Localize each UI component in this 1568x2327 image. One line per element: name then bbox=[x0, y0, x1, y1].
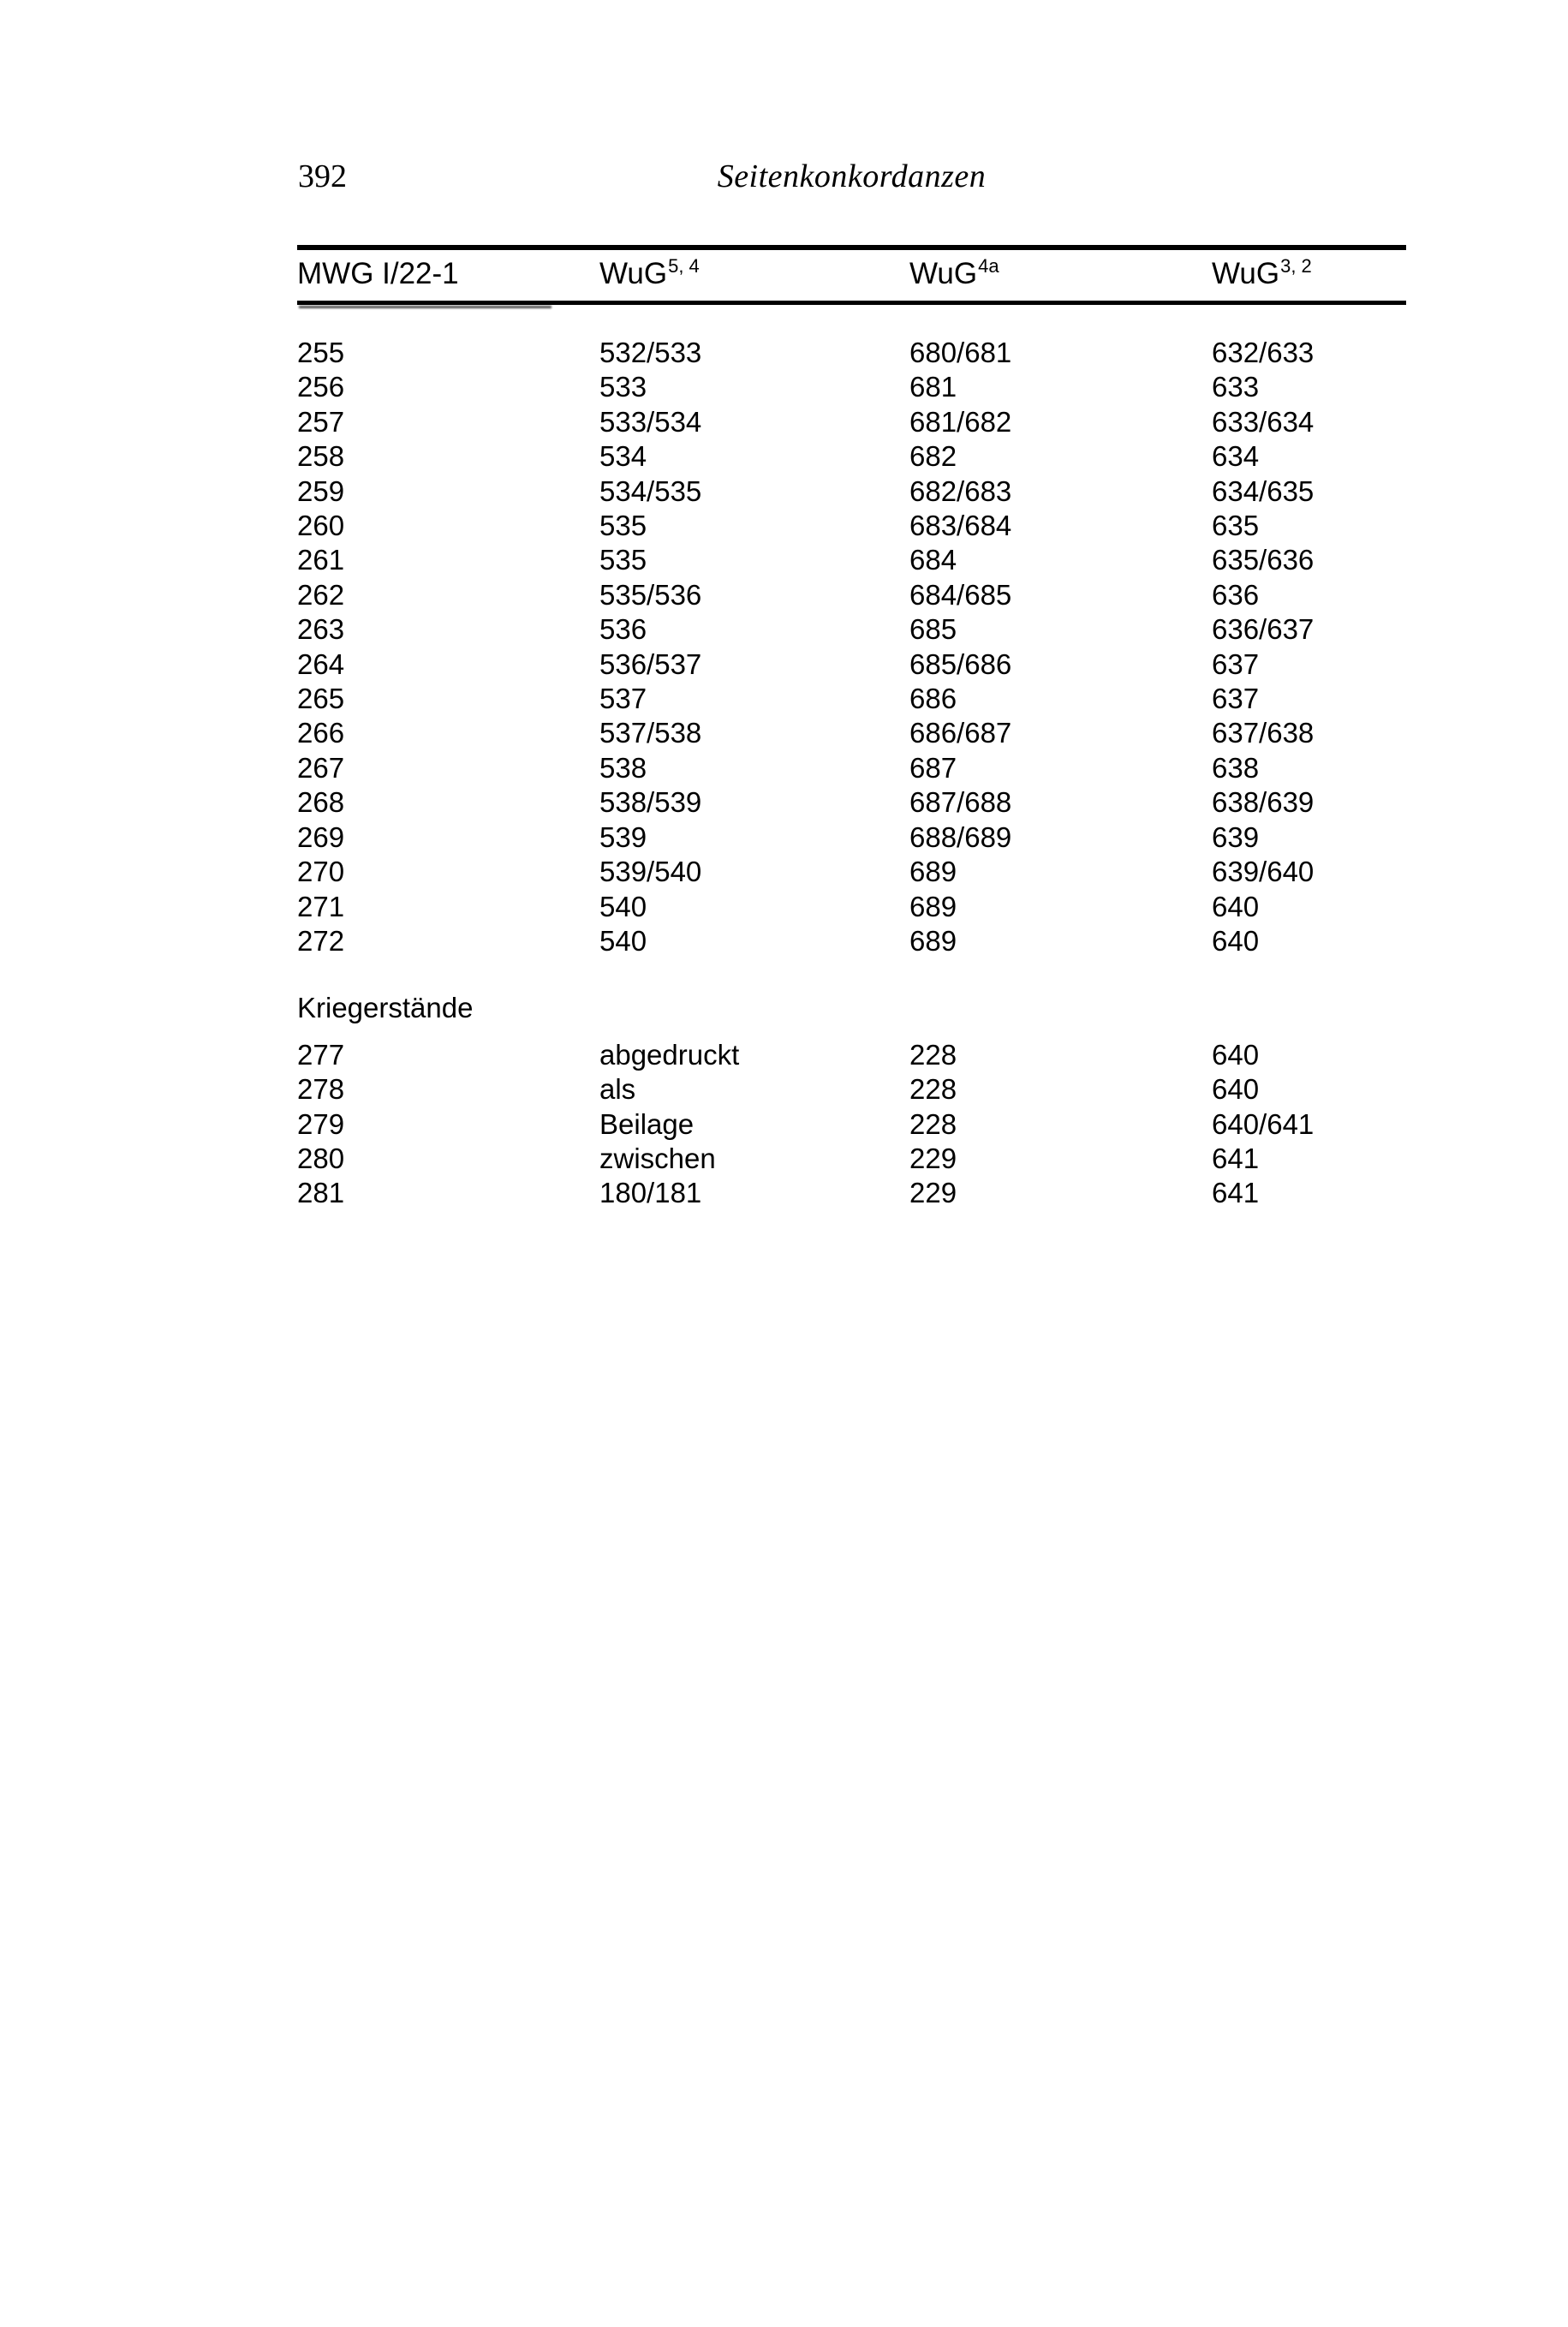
cell-wug32: 636/637 bbox=[1212, 613, 1315, 646]
cell-mwg: 261 bbox=[297, 544, 345, 576]
cell-wug32: 641 bbox=[1212, 1142, 1260, 1174]
table-row bbox=[297, 1072, 1406, 1107]
table-row bbox=[297, 612, 1406, 647]
cell-mwg: 266 bbox=[297, 717, 345, 749]
cell-mwg: 272 bbox=[297, 924, 345, 957]
table-row bbox=[297, 543, 1406, 577]
cell-mwg: 262 bbox=[297, 578, 345, 611]
cell-mwg: 278 bbox=[297, 1073, 345, 1106]
cell-wug54: 532/533 bbox=[599, 337, 702, 368]
cell-mwg: 258 bbox=[297, 440, 345, 473]
cell-wug32: 632/633 bbox=[1212, 337, 1315, 368]
cell-wug54: 533 bbox=[599, 371, 647, 403]
cell-mwg: 268 bbox=[297, 786, 345, 819]
column-header-mwg: MWG I/22-1 bbox=[297, 257, 459, 290]
table-row bbox=[297, 682, 1406, 716]
cell-mwg: 259 bbox=[297, 474, 345, 507]
table-row bbox=[297, 509, 1406, 543]
text-block bbox=[297, 0, 1406, 1211]
cell-mwg: 265 bbox=[297, 683, 345, 715]
table-row bbox=[297, 716, 1406, 750]
cell-mwg: 260 bbox=[297, 510, 345, 542]
table-row bbox=[297, 405, 1406, 439]
cell-wug32: 636 bbox=[1212, 578, 1260, 611]
cell-mwg: 280 bbox=[297, 1142, 345, 1174]
table-row bbox=[297, 1107, 1406, 1142]
cell-wug32: 634/635 bbox=[1212, 474, 1315, 507]
scan-smudge bbox=[299, 306, 551, 308]
cell-wug54: zwischen bbox=[599, 1142, 716, 1174]
cell-wug4a: 229 bbox=[909, 1142, 957, 1174]
cell-wug4a: 681 bbox=[909, 371, 957, 403]
table-row bbox=[297, 785, 1406, 820]
cell-wug4a: 689 bbox=[909, 856, 957, 888]
cell-wug54: 539/540 bbox=[599, 856, 702, 888]
cell-wug4a: 687 bbox=[909, 751, 957, 784]
cell-wug54: 540 bbox=[599, 924, 647, 957]
cell-wug32: 634 bbox=[1212, 440, 1260, 473]
cell-wug54: 535 bbox=[599, 544, 647, 576]
cell-wug4a: 685/686 bbox=[909, 647, 1012, 680]
cell-wug54: 537 bbox=[599, 683, 647, 715]
cell-wug32: 640/641 bbox=[1212, 1107, 1315, 1140]
table-row bbox=[297, 1176, 1406, 1210]
cell-mwg: 271 bbox=[297, 890, 345, 922]
table-row bbox=[297, 336, 1406, 370]
table-header-row bbox=[297, 250, 1406, 305]
cell-mwg: 263 bbox=[297, 613, 345, 646]
table-row bbox=[297, 1142, 1406, 1176]
cell-wug4a: 680/681 bbox=[909, 337, 1012, 368]
cell-wug54: 538 bbox=[599, 751, 647, 784]
cell-wug4a: 689 bbox=[909, 924, 957, 957]
cell-mwg: 256 bbox=[297, 371, 345, 403]
cell-wug4a: 689 bbox=[909, 890, 957, 922]
cell-mwg: 279 bbox=[297, 1107, 345, 1140]
column-header-wug4a: WuG$^{4a}$ bbox=[909, 255, 999, 290]
cell-wug32: 640 bbox=[1212, 1073, 1260, 1106]
cell-mwg: 255 bbox=[297, 337, 345, 368]
table-row bbox=[297, 647, 1406, 682]
cell-wug32: 639/640 bbox=[1212, 856, 1315, 888]
cell-wug32: 637 bbox=[1212, 683, 1260, 715]
cell-wug4a: 687/688 bbox=[909, 786, 1012, 819]
cell-wug32: 638 bbox=[1212, 751, 1260, 784]
cell-wug54: 537/538 bbox=[599, 717, 702, 749]
cell-wug4a: 229 bbox=[909, 1177, 957, 1209]
cell-wug4a: 228 bbox=[909, 1038, 957, 1071]
cell-wug4a: 684/685 bbox=[909, 578, 1012, 611]
cell-mwg: 264 bbox=[297, 647, 345, 680]
cell-wug4a: 683/684 bbox=[909, 510, 1012, 542]
cell-wug4a: 228 bbox=[909, 1073, 957, 1106]
page-number: 392 bbox=[298, 158, 347, 194]
cell-wug4a: 686 bbox=[909, 683, 957, 715]
cell-wug32: 639 bbox=[1212, 820, 1260, 853]
table-row bbox=[297, 578, 1406, 612]
running-head: Seitenkonkordanzen bbox=[717, 158, 987, 194]
cell-mwg: 270 bbox=[297, 856, 345, 888]
table-row bbox=[297, 370, 1406, 404]
cell-wug32: 635/636 bbox=[1212, 544, 1315, 576]
table-row bbox=[297, 890, 1406, 924]
table-row bbox=[297, 924, 1406, 958]
cell-wug4a: 682 bbox=[909, 440, 957, 473]
table-row bbox=[297, 751, 1406, 785]
cell-wug4a: 681/682 bbox=[909, 405, 1012, 438]
section-heading: Kriegerstände bbox=[297, 992, 474, 1024]
column-header-wug54: WuG$^{5, 4}$ bbox=[599, 255, 700, 290]
cell-wug32: 633/634 bbox=[1212, 405, 1315, 438]
cell-wug4a: 684 bbox=[909, 544, 957, 576]
cell-wug54: 538/539 bbox=[599, 786, 702, 819]
cell-mwg: 257 bbox=[297, 405, 345, 438]
page-head bbox=[297, 156, 1406, 197]
table-row bbox=[297, 439, 1406, 474]
cell-wug32: 640 bbox=[1212, 924, 1260, 957]
cell-mwg: 269 bbox=[297, 820, 345, 853]
concordance-table bbox=[297, 245, 1406, 1211]
column-header-wug32: WuG$^{3, 2}$ bbox=[1212, 255, 1312, 290]
cell-wug54: 536 bbox=[599, 613, 647, 646]
cell-wug32: 633 bbox=[1212, 371, 1260, 403]
cell-wug4a: 686/687 bbox=[909, 717, 1012, 749]
cell-wug54: 536/537 bbox=[599, 647, 702, 680]
cell-mwg: 277 bbox=[297, 1038, 345, 1071]
cell-wug54: 535/536 bbox=[599, 578, 702, 611]
cell-wug54: 535 bbox=[599, 510, 647, 542]
table-row bbox=[297, 855, 1406, 889]
cell-wug54: 534/535 bbox=[599, 474, 702, 507]
cell-wug4a: 228 bbox=[909, 1107, 957, 1140]
cell-wug32: 640 bbox=[1212, 1038, 1260, 1071]
cell-wug54: 180/181 bbox=[599, 1177, 702, 1209]
cell-mwg: 281 bbox=[297, 1177, 345, 1209]
table-body-main bbox=[297, 336, 1406, 958]
table-row bbox=[297, 820, 1406, 855]
cell-wug32: 640 bbox=[1212, 890, 1260, 922]
cell-wug32: 638/639 bbox=[1212, 786, 1315, 819]
cell-wug54: 534 bbox=[599, 440, 647, 473]
table-row bbox=[297, 1038, 1406, 1072]
table-row bbox=[297, 474, 1406, 509]
cell-wug32: 641 bbox=[1212, 1177, 1260, 1209]
cell-wug54: 539 bbox=[599, 820, 647, 853]
cell-wug32: 637/638 bbox=[1212, 717, 1315, 749]
cell-wug4a: 688/689 bbox=[909, 820, 1012, 853]
cell-wug4a: 682/683 bbox=[909, 474, 1012, 507]
cell-wug54: 540 bbox=[599, 890, 647, 922]
cell-wug4a: 685 bbox=[909, 613, 957, 646]
cell-wug54: abgedruckt bbox=[599, 1038, 740, 1071]
cell-mwg: 267 bbox=[297, 751, 345, 784]
table-body-kriegerstaende bbox=[297, 1038, 1406, 1211]
cell-wug32: 635 bbox=[1212, 510, 1260, 542]
cell-wug54: Beilage bbox=[599, 1107, 695, 1140]
cell-wug32: 637 bbox=[1212, 647, 1260, 680]
cell-wug54: als bbox=[599, 1073, 636, 1106]
cell-wug54: 533/534 bbox=[599, 405, 702, 438]
